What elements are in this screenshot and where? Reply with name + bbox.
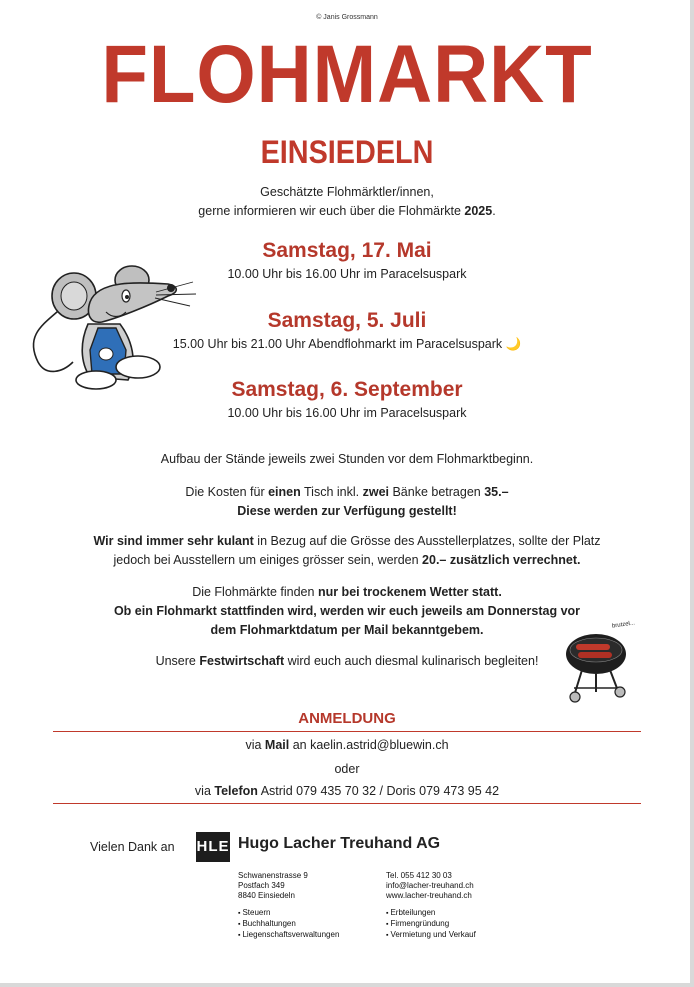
page-edge-bottom xyxy=(0,983,694,987)
copyright: © Janis Grossmann xyxy=(316,14,378,21)
page-title: FLOHMARKT xyxy=(101,29,593,120)
kosten-paragraph: Die Kosten für einen Tisch inkl. zwei Bänke betragen 35.– Diese werden zur Verfügung gestellt! xyxy=(185,485,509,518)
kulant-paragraph: Wir sind immer sehr kulant in Bezug auf die Grösse des Ausstellerplatzes, sollte der Platz jedoch bei Ausstellern um einiges grösser sein, werden 20.– zusätzlich verrechnet. xyxy=(93,534,601,567)
anmeldung-heading: ANMELDUNG xyxy=(298,710,396,727)
list-item: ▪ Vermietung und Verkauf xyxy=(386,930,476,941)
aufbau-text: Aufbau der Stände jeweils zwei Stunden vor dem Flohmarktbeginn. xyxy=(160,452,534,466)
date-2: Samstag, 5. Juli xyxy=(267,309,427,332)
sponsor-website: www.lacher-treuhand.ch xyxy=(386,891,472,900)
sponsor-email: info@lacher-treuhand.ch xyxy=(386,881,474,890)
intro-line-2: gerne informieren wir euch über die Flohmärkte 2025. xyxy=(198,204,496,218)
date-3: Samstag, 6. September xyxy=(231,378,463,401)
anmeldung-telefon: via Telefon Astrid 079 435 70 32 / Doris 079 473 95 42 xyxy=(194,784,500,798)
list-item: ▪ Steuern xyxy=(238,908,339,919)
sponsor-logo: HLE xyxy=(196,832,230,862)
divider-bottom xyxy=(53,803,641,804)
grill-caption: brutzel... xyxy=(611,620,636,630)
festwirtschaft-text: Unsere Festwirtschaft wird euch auch diesmal kulinarisch begleiten! xyxy=(155,654,539,668)
services-right xyxy=(386,908,476,941)
sponsor-contact: Tel. 055 412 30 03 info@lacher-treuhand.ch www.lacher-treuhand.ch xyxy=(386,871,474,900)
date-3-details: 10.00 Uhr bis 16.00 Uhr im Paracelsuspark xyxy=(227,406,467,420)
date-1: Samstag, 17. Mai xyxy=(262,239,432,262)
date-1-details: 10.00 Uhr bis 16.00 Uhr im Paracelsuspark xyxy=(227,267,467,281)
wetter-paragraph: Die Flohmärkte finden nur bei trockenem Wetter statt. Ob ein Flohmarkt stattfinden wird, werden wir euch jeweils am Donnerstag vor dem Flohmarktdatum per Mail bekanntgebem. xyxy=(113,585,581,637)
list-item: ▪ Buchhaltungen xyxy=(238,919,339,930)
intro-line-1: Geschätzte Flohmärktler/innen, xyxy=(260,185,434,199)
moon-icon: 🌙 xyxy=(505,337,522,351)
anmeldung-mail: via Mail an kaelin.astrid@bluewin.ch xyxy=(245,738,449,752)
anmeldung-oder: oder xyxy=(334,762,360,776)
list-item: ▪ Liegenschaftsverwaltungen xyxy=(238,930,339,941)
list-item: ▪ Firmengründung xyxy=(386,919,476,930)
sponsor-address: Schwanenstrasse 9 Postfach 349 8840 Einsiedeln xyxy=(238,871,308,900)
grill-illustration xyxy=(562,630,632,706)
date-2-details: 15.00 Uhr bis 21.00 Uhr Abendflohmarkt im Paracelsuspark 🌙 xyxy=(172,337,522,351)
intro xyxy=(0,183,694,221)
intro-year: 2025 xyxy=(464,204,493,218)
divider-top xyxy=(53,731,641,732)
page-subtitle: EINSIEDELN xyxy=(260,134,434,170)
thanks-text: Vielen Dank an xyxy=(90,840,175,854)
services-left xyxy=(238,908,339,941)
list-item: ▪ Erbteilungen xyxy=(386,908,476,919)
sponsor-company: Hugo Lacher Treuhand AG xyxy=(238,835,441,852)
